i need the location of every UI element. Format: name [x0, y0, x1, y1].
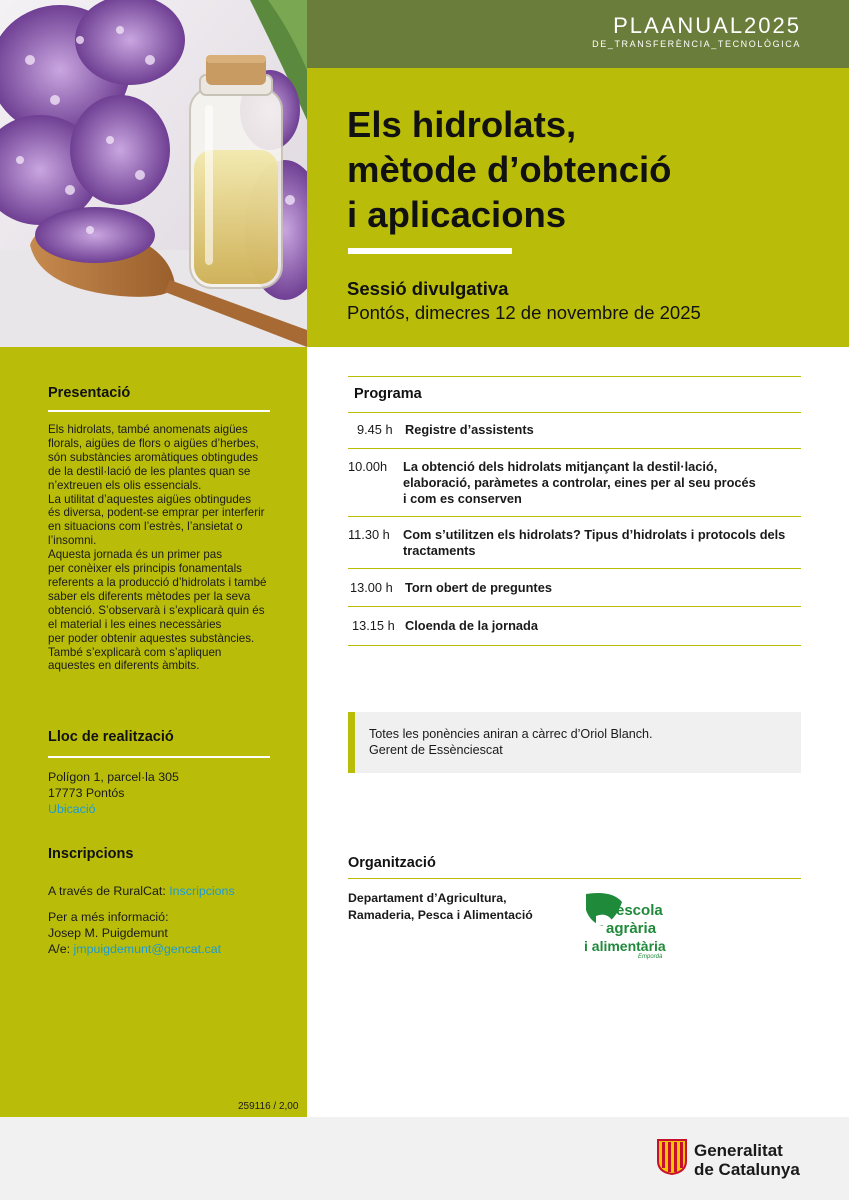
programme-divider: [348, 376, 801, 377]
lloc-heading: Lloc de realització: [48, 729, 174, 745]
presentacio-line: per poder obtenir aquestes substàncies.: [48, 631, 255, 645]
presentacio-line: florals, aigües de flors o aigües d’herbes,: [48, 436, 259, 450]
section-divider: [348, 878, 801, 879]
programa-heading: Programa: [354, 386, 422, 402]
programme-time: 13.00 h: [350, 580, 393, 595]
session-type: Sessió divulgativa: [347, 278, 509, 299]
school-logo-line: escola: [616, 902, 663, 919]
speaker-note-line: Totes les ponències aniran a càrrec d’Oriol Blanch.: [369, 727, 653, 741]
registration-link[interactable]: Inscripcions: [169, 884, 235, 898]
programme-item-line: Com s’utilitzen els hidrolats? Tipus d’hidrolats i protocols dels: [403, 527, 786, 542]
department-line: Departament d’Agricultura,: [348, 891, 507, 905]
page-title-line: Els hidrolats,: [347, 104, 577, 145]
presentacio-line: També s’explicarà com s’apliquen: [48, 645, 222, 659]
programme-time: 10.00h: [348, 459, 388, 474]
presentacio-line: el material i les eines necessàries: [48, 617, 222, 631]
programme-item-line: La obtenció dels hidrolats mitjançant la destil·lació,: [403, 459, 718, 474]
programme-item-line: i com es conserven: [403, 491, 522, 506]
programme-item: [405, 422, 534, 438]
programme-item: [405, 580, 552, 596]
programme-divider: [348, 568, 801, 569]
programme-item-line: Torn obert de preguntes: [405, 580, 552, 595]
programme-logo: [592, 14, 801, 50]
presentacio-line: l’insomni.: [48, 534, 97, 548]
registration-line: [48, 883, 235, 899]
address-line: Polígon 1, parcel·la 305: [48, 770, 179, 784]
school-logo: [582, 892, 672, 964]
programme-item: [403, 459, 756, 507]
programme-divider: [348, 448, 801, 449]
section-divider: [48, 410, 270, 412]
presentacio-line: és diversa, podent-se emprar per interferir: [48, 506, 265, 520]
generalitat-line: Generalitat: [694, 1141, 783, 1160]
presentacio-line: saber els diferents mètodes per la seva: [48, 589, 251, 603]
map-link[interactable]: Ubicació: [48, 802, 96, 816]
programme-item: [405, 618, 538, 634]
programme-divider: [348, 645, 801, 646]
programme-logo-subtitle: DE_TRANSFERÈNCIA_TECNOLÒGICA: [592, 39, 801, 49]
email-label: A/e:: [48, 942, 71, 956]
page-title: [347, 102, 807, 237]
generalitat-line: de Catalunya: [694, 1160, 800, 1179]
price-code: 259116 / 2,00: [238, 1101, 299, 1112]
page-title-line: i aplicacions: [347, 194, 567, 235]
speaker-note-line: Gerent de Essènciescat: [369, 742, 503, 757]
presentacio-line: Els hidrolats, també anomenats aigües: [48, 423, 248, 436]
organiser-department: [348, 890, 533, 923]
presentacio-line: són substàncies aromàtiques obtingudes: [48, 450, 259, 464]
title-divider: [348, 248, 512, 254]
email-line: [48, 941, 235, 957]
address-line: 17773 Pontós: [48, 786, 125, 800]
generalitat-logotype: [694, 1141, 800, 1179]
contact-name: Josep M. Puigdemunt: [48, 926, 168, 940]
lilac-oil-illustration: [0, 0, 307, 347]
department-line: Ramaderia, Pesca i Alimentació: [348, 907, 533, 922]
event-date-place: Pontós, dimecres 12 de novembre de 2025: [347, 302, 701, 323]
presentacio-heading: Presentació: [48, 385, 131, 401]
programme-time: 9.45 h: [357, 422, 393, 437]
presentacio-line: obtenció. S’observarà i s’explicarà quin és: [48, 603, 265, 617]
section-divider: [48, 756, 270, 758]
programme-item-line: Cloenda de la jornada: [405, 618, 538, 633]
school-logo-line: agrària: [606, 920, 657, 937]
presentacio-text: [48, 423, 288, 673]
presentacio-line: referents a la producció d’hidrolats i també: [48, 575, 267, 589]
programme-time: 11.30 h: [348, 527, 390, 542]
programme-time: 13.15 h: [352, 618, 395, 633]
presentacio-line: La utilitat d’aquestes aigües obtingudes: [48, 492, 252, 506]
school-logo-place: Empordà: [638, 954, 663, 960]
programme-divider: [348, 606, 801, 607]
speaker-note-text: [369, 727, 653, 758]
programme-logo-name: PLAANUAL2025: [613, 13, 801, 38]
more-info-label: Per a més informació:: [48, 910, 169, 924]
speaker-note-accent: [348, 712, 355, 773]
programme-divider: [348, 516, 801, 517]
email-link[interactable]: jmpuigdemunt@gencat.cat: [73, 942, 222, 956]
inscripcions-heading: Inscripcions: [48, 846, 134, 862]
presentacio-line: aquestes en diferents àmbits.: [48, 659, 200, 673]
programme-item-line: tractaments: [403, 543, 476, 558]
registration-label: A través de RuralCat:: [48, 884, 166, 898]
page-title-line: mètode d’obtenció: [347, 149, 672, 190]
programme-item-line: elaboració, paràmetes a controlar, eines per al seu procés: [403, 475, 756, 490]
school-logo-line: i alimentària: [584, 938, 666, 954]
inscripcions-details: [48, 883, 235, 957]
programme-item: [403, 527, 785, 559]
presentacio-line: de la destil·lació de les plantes quan se: [48, 464, 251, 478]
presentacio-line: per conèixer els principis fonamentals: [48, 562, 242, 576]
presentacio-line: en situacions com l’estrès, l’ansietat o: [48, 520, 243, 534]
programme-divider: [348, 412, 801, 413]
generalitat-emblem: [657, 1139, 687, 1175]
senyera-icon: [657, 1139, 687, 1175]
lloc-details: [48, 769, 179, 817]
programme-item-line: Registre d’assistents: [405, 422, 534, 437]
organitzacio-heading: Organització: [348, 855, 436, 871]
hero-photo: [0, 0, 307, 347]
presentacio-line: Aquesta jornada és un primer pas: [48, 548, 223, 562]
presentacio-line: n’extreuen els olis essencials.: [48, 478, 202, 492]
